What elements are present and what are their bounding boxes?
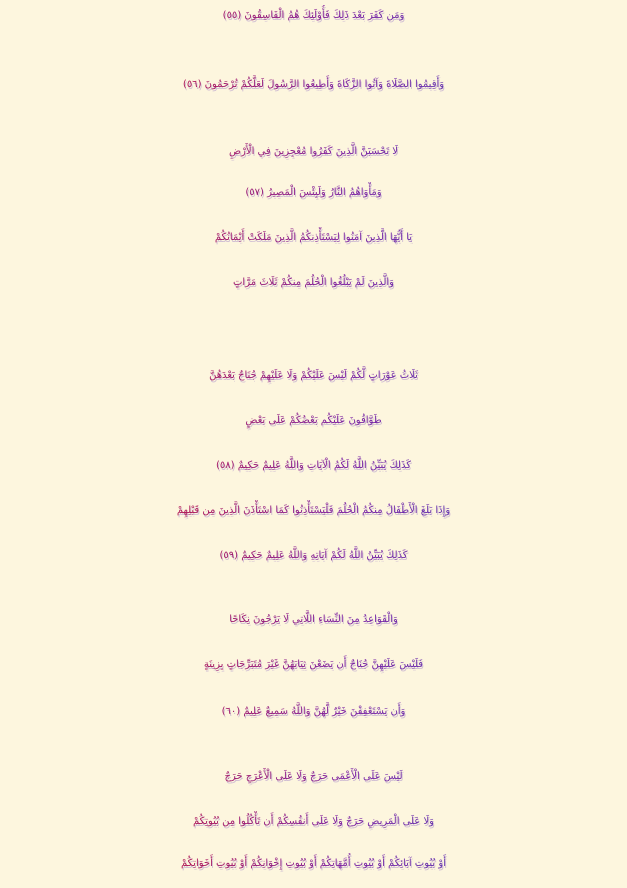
verse-line: وَإِذَا بَلَغَ الْأَطْفَالُ مِنكُمُ الْحُلُمَ فَلْيَسْتَأْذِنُوا كَمَا اسْتَأْذَنَ الَّذِينَ مِن قَبْلِهِمْ — [0, 500, 627, 522]
verse-line: أَوْ بُيُوتِ آبَائِكُمْ أَوْ بُيُوتِ أُمَّهَاتِكُمْ أَوْ بُيُوتِ إِخْوَانِكُمْ أَوْ بُيُوتِ أَخَوَاتِكُمْ — [0, 853, 627, 875]
verse-line: وَأَن يَسْتَعْفِفْنَ خَيْرٌ لَّهُنَّ وَاللَّهُ سَمِيعٌ عَلِيمٌ (٦٠) — [0, 701, 627, 723]
verse-line: طَوَّافُونَ عَلَيْكُم بَعْضُكُمْ عَلَى بَعْضٍ — [0, 410, 627, 432]
verse-line: وَلَا عَلَى الْمَرِيضِ حَرَجٌ وَلَا عَلَى أَنفُسِكُمْ أَن تَأْكُلُوا مِن بُيُوتِكُمْ — [0, 811, 627, 833]
verse-line: يَا أَيُّهَا الَّذِينَ آمَنُوا لِيَسْتَأْذِنكُمُ الَّذِينَ مَلَكَتْ أَيْمَانُكُمْ — [0, 227, 627, 249]
verse-line: وَالْقَوَاعِدُ مِنَ النِّسَاءِ اللَّاتِي لَا يَرْجُونَ نِكَاحًا — [0, 609, 627, 631]
verse-line: وَأَقِيمُوا الصَّلَاةَ وَآتُوا الزَّكَاةَ وَأَطِيعُوا الرَّسُولَ لَعَلَّكُمْ تُرْحَمُونَ (٥٦) — [0, 74, 627, 96]
verse-line: ثَلَاثُ عَوْرَاتٍ لَّكُمْ لَيْسَ عَلَيْكُمْ وَلَا عَلَيْهِمْ جُنَاحٌ بَعْدَهُنَّ — [0, 365, 627, 387]
verse-line: كَذَلِكَ يُبَيِّنُ اللَّهُ لَكُمُ الْآيَاتِ وَاللَّهُ عَلِيمٌ حَكِيمٌ (٥٨) — [0, 455, 627, 477]
verse-line: فَلَيْسَ عَلَيْهِنَّ جُنَاحٌ أَن يَضَعْنَ ثِيَابَهُنَّ غَيْرَ مُتَبَرِّجَاتٍ بِزِينَةٍ — [0, 654, 627, 676]
verse-line: لَا تَحْسَبَنَّ الَّذِينَ كَفَرُوا مُعْجِزِينَ فِي الْأَرْضِ — [0, 141, 627, 163]
verse-line: وَالَّذِينَ لَمْ يَبْلُغُوا الْحُلُمَ مِنكُمْ ثَلَاثَ مَرَّاتٍ — [0, 272, 627, 294]
verse-line: وَمَأْوَاهُمُ النَّارُ وَلَبِئْسَ الْمَصِيرُ (٥٧) — [0, 182, 627, 204]
verse-line: لَيْسَ عَلَى الْأَعْمَى حَرَجٌ وَلَا عَلَى الْأَعْرَجِ حَرَجٌ — [0, 766, 627, 788]
verse-line: كَذَلِكَ يُبَيِّنُ اللَّهُ لَكُمْ آيَاتِهِ وَاللَّهُ عَلِيمٌ حَكِيمٌ (٥٩) — [0, 545, 627, 567]
verse-line: وَمَن كَفَرَ بَعْدَ ذَلِكَ فَأُوْلَئِكَ هُمُ الْفَاسِقُونَ (٥٥) — [0, 5, 627, 27]
